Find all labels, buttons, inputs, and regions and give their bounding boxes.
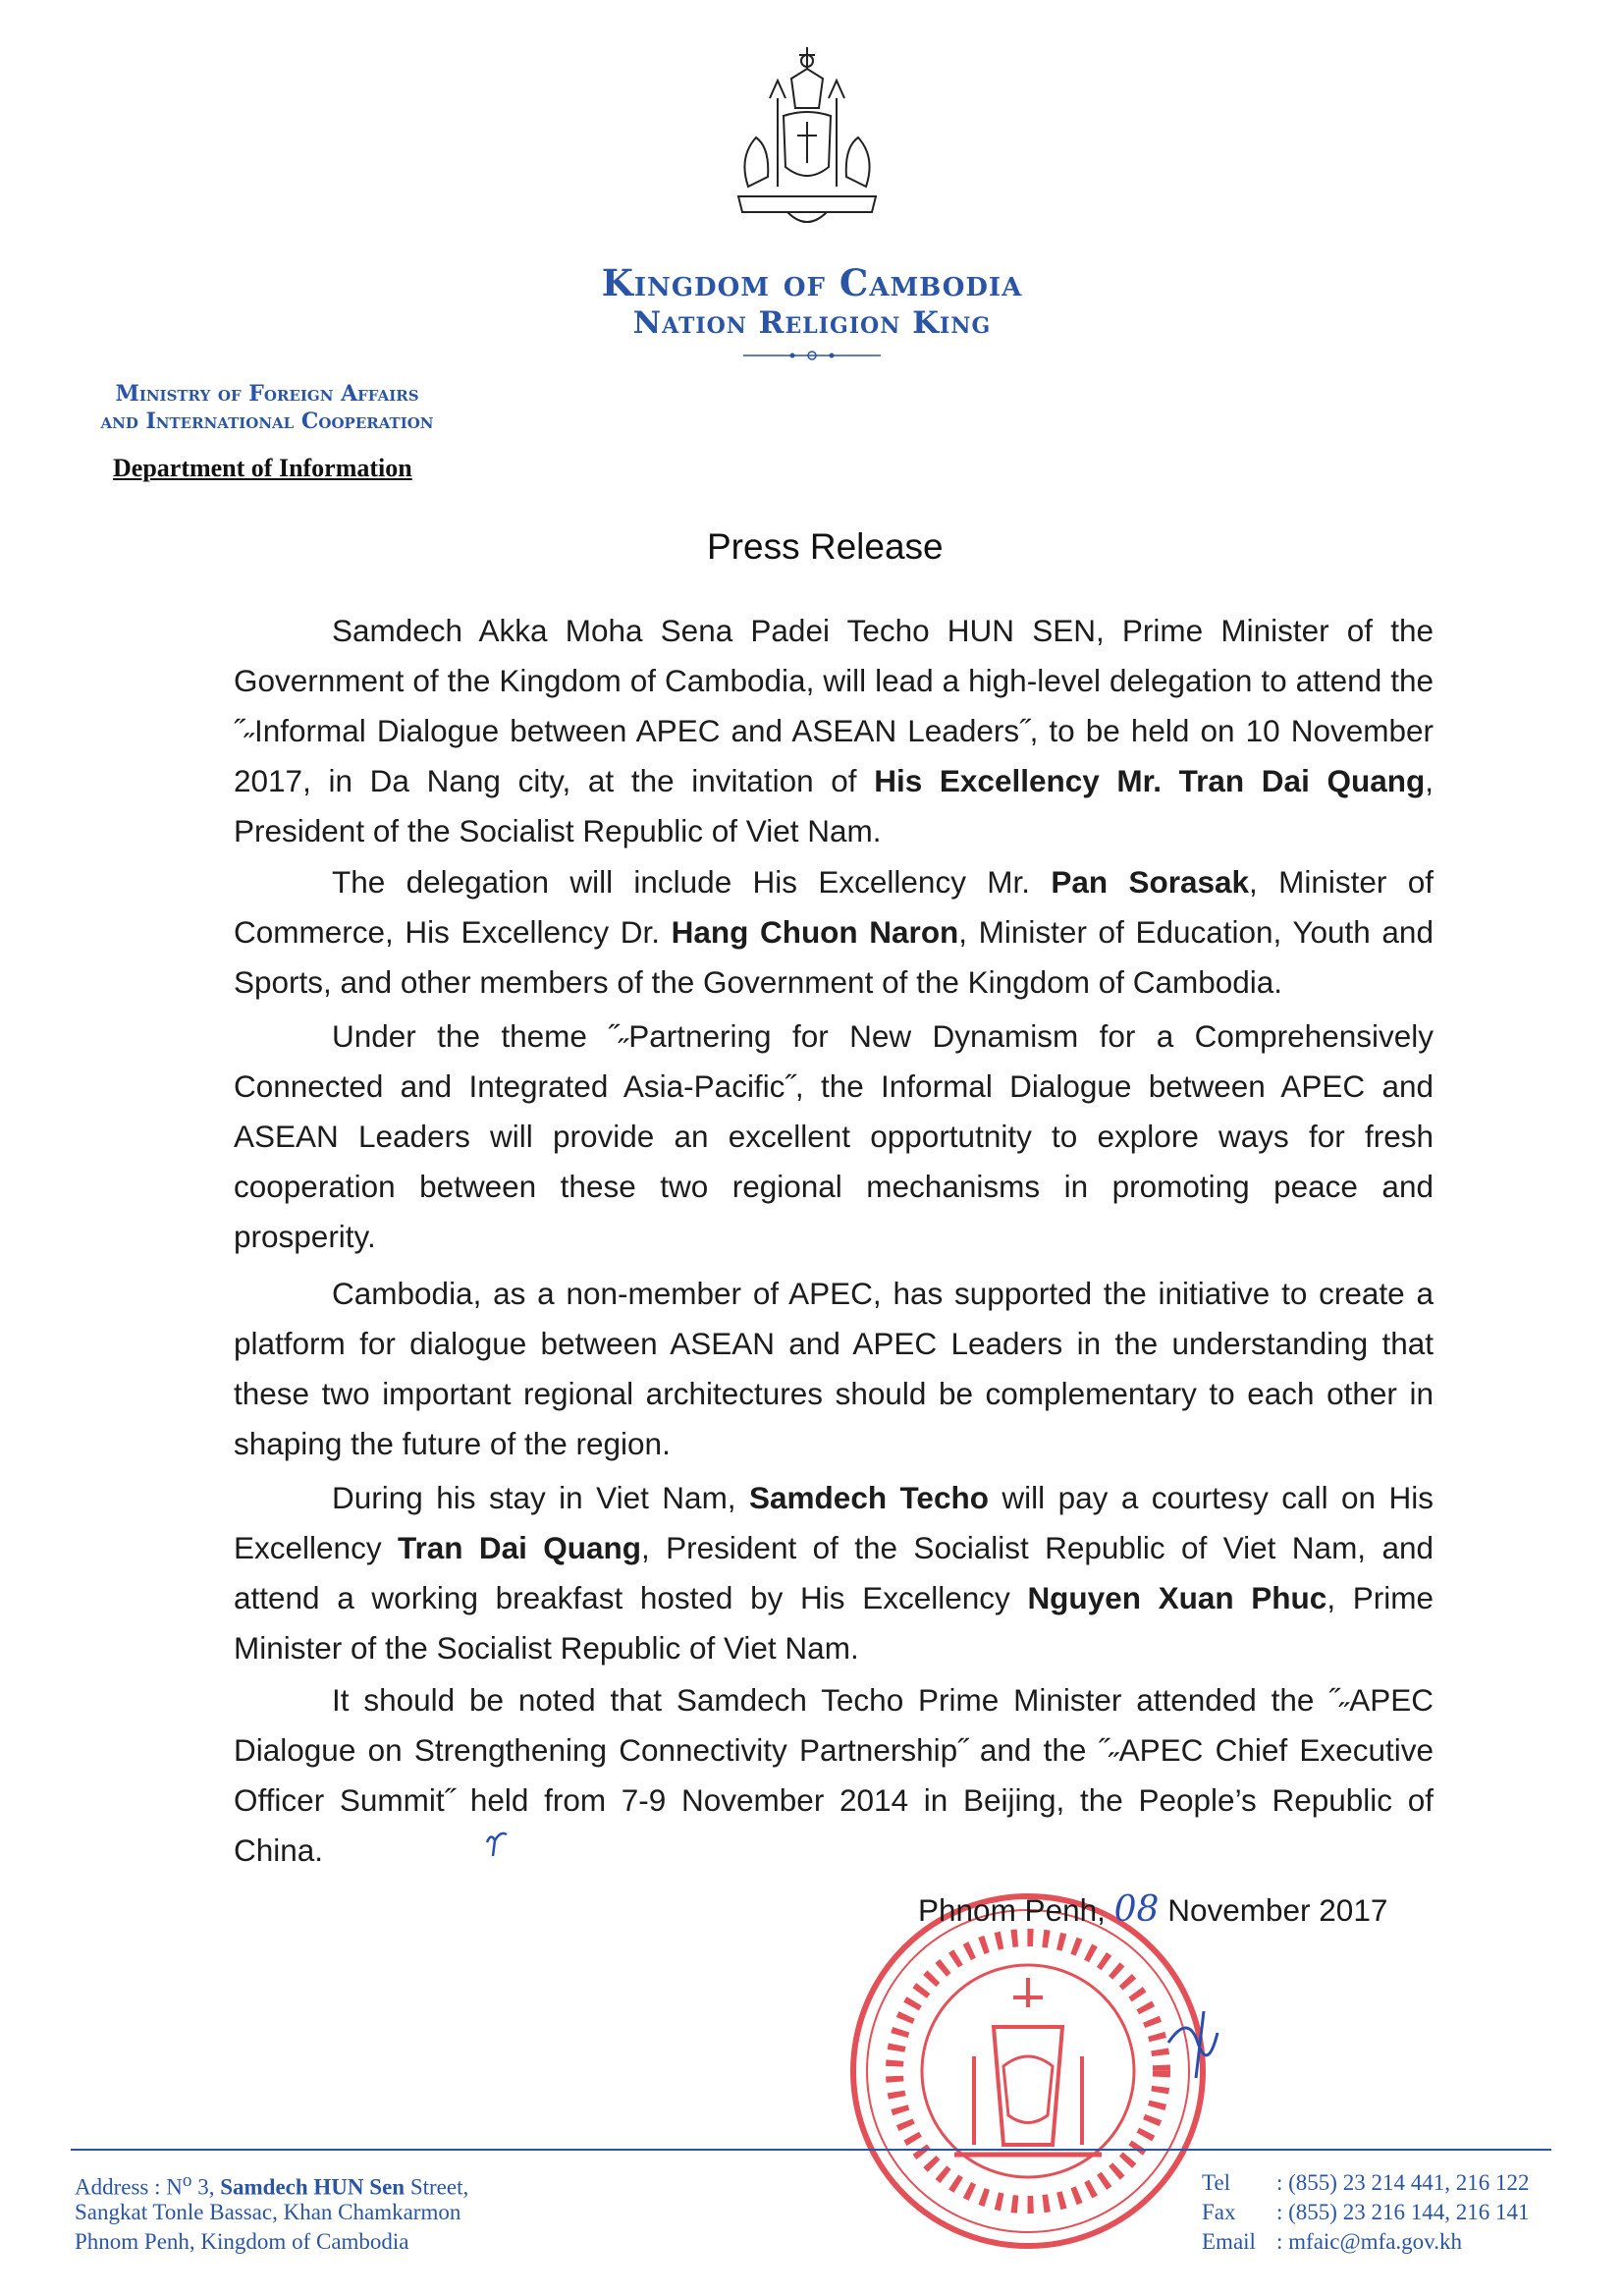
contact-email[interactable]: Email : mfaic@mfa.gov.kh (1202, 2229, 1462, 2254)
date-day: 08 (1113, 1889, 1160, 1930)
royal-coat-of-arms-icon (709, 39, 905, 236)
person-name: Tran Dai Quang (397, 1530, 642, 1565)
address-line-1: Address : $N^o$ 3, Samdech HUN Sen Street, (75, 2170, 469, 2200)
paragraph-6: It should be noted that Samdech Techo Prime Minister attended the ˝˶APEC Dialogue on Strengthening Connectivity Partnership˝ and the ˝˶APEC Chief Executive Officer Summit˝ held from 7-9 November 2014 in Beijing, the People’s Republic of China. (234, 1682, 1434, 1868)
person-name: Pan Sorasak (1051, 864, 1250, 900)
handwritten-initials-icon (1159, 2003, 1237, 2082)
ministry-name-line1: Ministry of Foreign Affairs (115, 381, 419, 407)
kingdom-title: Kingdom of Cambodia (601, 261, 1023, 304)
person-name: His Excellency Mr. Tran Dai Quang (874, 763, 1426, 798)
date-place: Phnom Penh, (918, 1892, 1106, 1928)
ornament-divider-icon (743, 349, 881, 362)
handwritten-tick-icon (483, 1829, 509, 1858)
ministry-name-line2: and International Cooperation (100, 409, 434, 434)
date-line (918, 1889, 1387, 1930)
department-name: Department of Information (113, 454, 412, 482)
address-line-2: Sangkat Tonle Bassac, Khan Chamkarmon (75, 2200, 461, 2224)
paragraph-3: Under the theme ˝˶Partnering for New Dynamism for a Comprehensively Connected and Integrated Asia-Pacific˝, the Informal Dialogue between APEC and ASEAN Leaders will provide an excellent opportutnity to explore ways for fresh cooperation between these two regional mechanisms in promoting peace and prosperity. (234, 1018, 1434, 1254)
person-name: Nguyen Xuan Phuc (1027, 1580, 1327, 1615)
footer-divider (71, 2149, 1551, 2151)
paragraph-1: Samdech Akka Moha Sena Padei Techo HUN SEN, Prime Minister of the Government of the Kingdom of Cambodia, will lead a high-level delegation to attend the ˝˶Informal Dialogue between APEC and ASEAN Leaders˝, to be held on 10 November 2017, in Da Nang city, at the invitation of His Excellency Mr. Tran Dai Quang, President of the Socialist Republic of Viet Nam. (234, 613, 1434, 848)
contact-fax: Fax : (855) 23 216 144, 216 141 (1202, 2200, 1530, 2224)
contact-tel: Tel : (855) 23 214 441, 216 122 (1202, 2170, 1530, 2195)
date-month-year: November 2017 (1167, 1892, 1388, 1928)
kingdom-motto: Nation Religion King (632, 305, 992, 341)
address-line-3: Phnom Penh, Kingdom of Cambodia (75, 2229, 409, 2254)
person-name: Samdech Techo (749, 1480, 989, 1515)
paragraph-4: Cambodia, as a non-member of APEC, has supported the initiative to create a platform for dialogue between ASEAN and APEC Leaders in the understanding that these two important regional architectures should be complementary to each other in shaping the future of the region. (234, 1276, 1434, 1461)
person-name: Hang Chuon Naron (671, 914, 959, 950)
paragraph-2: The delegation will include His Excellency Mr. Pan Sorasak, Minister of Commerce, His Excellency Dr. Hang Chuon Naron, Minister of Education, Youth and Sports, and other members of the Government of the Kingdom of Cambodia. (234, 864, 1434, 1000)
official-ministry-seal-icon (846, 1889, 1210, 2253)
page-title: Press Release (707, 526, 944, 567)
paragraph-5: During his stay in Viet Nam, Samdech Techo will pay a courtesy call on His Excellency Tran Dai Quang, President of the Socialist Republic of Viet Nam, and attend a working breakfast hosted by His Excellency Nguyen Xuan Phuc, Prime Minister of the Socialist Republic of Viet Nam. (234, 1480, 1434, 1666)
